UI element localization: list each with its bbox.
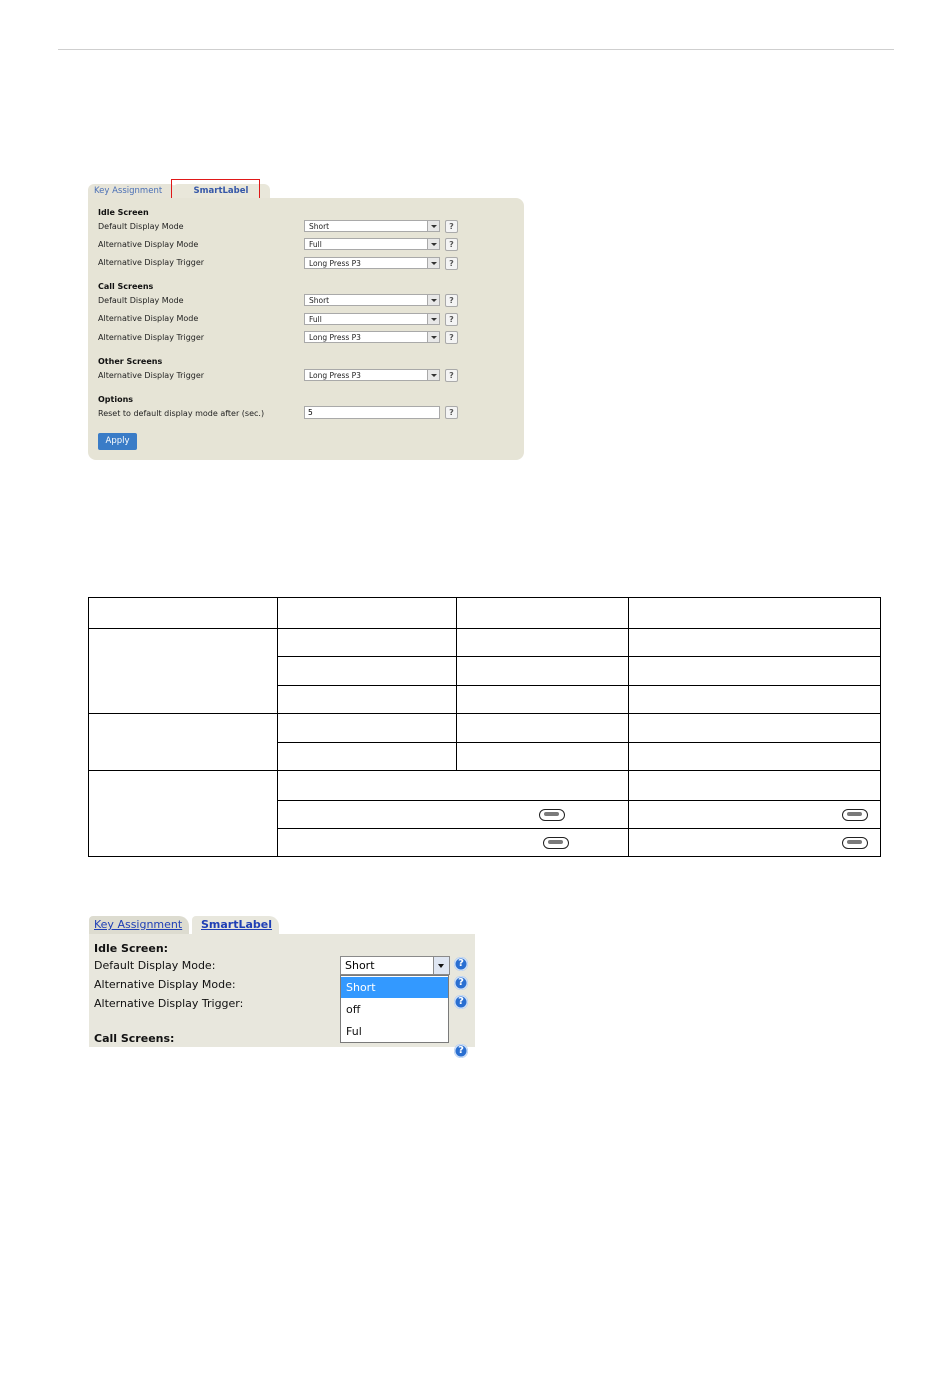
idle-default-mode-label: Default Display Mode: [98, 222, 184, 231]
chevron-down-icon: [427, 239, 439, 249]
call-alt-mode-select[interactable]: [304, 313, 440, 325]
table-cell: [629, 771, 881, 801]
dropdown-list: [340, 975, 449, 1043]
key-button-icon: [539, 809, 565, 821]
table-cell: [89, 598, 278, 629]
table-row: [89, 629, 881, 657]
table-row: [89, 598, 881, 629]
table-cell: [278, 686, 457, 714]
chevron-down-icon: [427, 314, 439, 324]
table-cell: [89, 629, 278, 714]
call-default-mode-select[interactable]: [304, 294, 440, 306]
table-cell: [278, 598, 457, 629]
apply-button[interactable]: Apply: [98, 433, 137, 450]
chevron-down-icon: [427, 370, 439, 380]
call-alt-mode-label: Alternative Display Mode: [98, 314, 199, 323]
idle-alt-trigger-label: Alternative Display Trigger: [98, 258, 205, 267]
call-alt-trigger-label: Alternative Display Trigger: [98, 333, 205, 342]
table-cell: [457, 714, 629, 743]
reset-timeout-label: Reset to default display mode after (sec.): [98, 409, 265, 418]
alt-mode-label: Alternative Display Mode:: [94, 978, 236, 991]
alt-trigger-label: Alternative Display Trigger:: [94, 997, 244, 1010]
help-icon[interactable]: ?: [445, 220, 458, 233]
reset-timeout-input[interactable]: 5: [304, 406, 440, 419]
tab-smartlabel[interactable]: SmartLabel: [172, 184, 270, 199]
tab-key-assignment[interactable]: Key Assignment: [88, 184, 176, 199]
chevron-down-icon: [427, 332, 439, 342]
chevron-down-icon: [427, 295, 439, 305]
select-value: Full: [309, 315, 322, 324]
chevron-down-icon: [427, 258, 439, 268]
help-icon[interactable]: ?: [445, 331, 458, 344]
table-cell: [629, 829, 881, 857]
select-value: Long Press P3: [309, 333, 361, 342]
table-cell: [457, 743, 629, 771]
options-table: [88, 597, 881, 857]
dropdown-option[interactable]: Ful: [346, 1025, 362, 1038]
chevron-down-icon[interactable]: [433, 957, 449, 974]
dropdown-option[interactable]: off: [346, 1003, 361, 1016]
idle-default-mode-select[interactable]: [304, 220, 440, 232]
table-cell: [278, 771, 629, 801]
default-mode-label: Default Display Mode:: [94, 959, 216, 972]
section-title-idle: Idle Screen:: [94, 942, 169, 955]
table-cell: [629, 714, 881, 743]
help-icon[interactable]: ?: [445, 369, 458, 382]
section-title-options: Options: [98, 395, 134, 404]
section-title-call: Call Screens:: [94, 1032, 175, 1045]
select-value: Short: [309, 296, 330, 305]
other-alt-trigger-label: Alternative Display Trigger: [98, 371, 205, 380]
table-cell: [457, 657, 629, 686]
table-cell: [278, 629, 457, 657]
section-title-other: Other Screens: [98, 357, 163, 366]
help-icon[interactable]: ?: [445, 238, 458, 251]
tab-bar: [88, 181, 524, 199]
key-button-icon: [842, 837, 868, 849]
help-icon[interactable]: ?: [454, 976, 468, 990]
table-cell: [278, 657, 457, 686]
table-cell: [629, 686, 881, 714]
call-default-mode-label: Default Display Mode: [98, 296, 184, 305]
help-icon[interactable]: ?: [445, 406, 458, 419]
select-value: Long Press P3: [309, 371, 361, 380]
table-cell: [629, 801, 881, 829]
table-cell: [629, 598, 881, 629]
help-icon[interactable]: ?: [445, 257, 458, 270]
idle-alt-mode-select[interactable]: [304, 238, 440, 250]
table-row: [89, 771, 881, 801]
table-cell: [457, 629, 629, 657]
tab-key-assignment[interactable]: Key Assignment: [89, 916, 189, 934]
help-icon[interactable]: ?: [445, 294, 458, 307]
idle-alt-mode-label: Alternative Display Mode: [98, 240, 199, 249]
table-cell: [629, 743, 881, 771]
key-button-icon: [842, 809, 868, 821]
table-cell: [457, 598, 629, 629]
call-alt-trigger-select[interactable]: [304, 331, 440, 343]
table-cell: [629, 657, 881, 686]
help-icon[interactable]: ?: [454, 1044, 468, 1058]
tab-bar: [89, 915, 475, 934]
default-mode-select[interactable]: [340, 956, 450, 975]
table-cell: [457, 686, 629, 714]
section-title-call: Call Screens: [98, 282, 154, 291]
table-cell: [278, 743, 457, 771]
table-cell: [278, 714, 457, 743]
header-rule: [58, 49, 894, 50]
table-row: [89, 714, 881, 743]
settings-panel: [88, 198, 524, 460]
select-value: Long Press P3: [309, 259, 361, 268]
chevron-down-icon: [427, 221, 439, 231]
table-cell: [629, 629, 881, 657]
other-alt-trigger-select[interactable]: [304, 369, 440, 381]
help-icon[interactable]: ?: [445, 313, 458, 326]
table-cell: [89, 714, 278, 771]
section-title-idle: Idle Screen: [98, 208, 149, 217]
select-value: Short: [345, 959, 375, 972]
table-cell: [278, 829, 629, 857]
select-value: Full: [309, 240, 322, 249]
table-cell: [89, 771, 278, 857]
table-cell: [278, 801, 629, 829]
dropdown-option[interactable]: Short: [341, 977, 448, 998]
smartlabel-dropdown-screenshot: [89, 915, 475, 1056]
select-value: Short: [309, 222, 330, 231]
help-icon[interactable]: ?: [454, 957, 468, 971]
tab-smartlabel[interactable]: SmartLabel: [192, 916, 279, 934]
help-icon[interactable]: ?: [454, 995, 468, 1009]
idle-alt-trigger-select[interactable]: [304, 257, 440, 269]
smartlabel-settings-screenshot: [88, 181, 524, 461]
key-button-icon: [543, 837, 569, 849]
